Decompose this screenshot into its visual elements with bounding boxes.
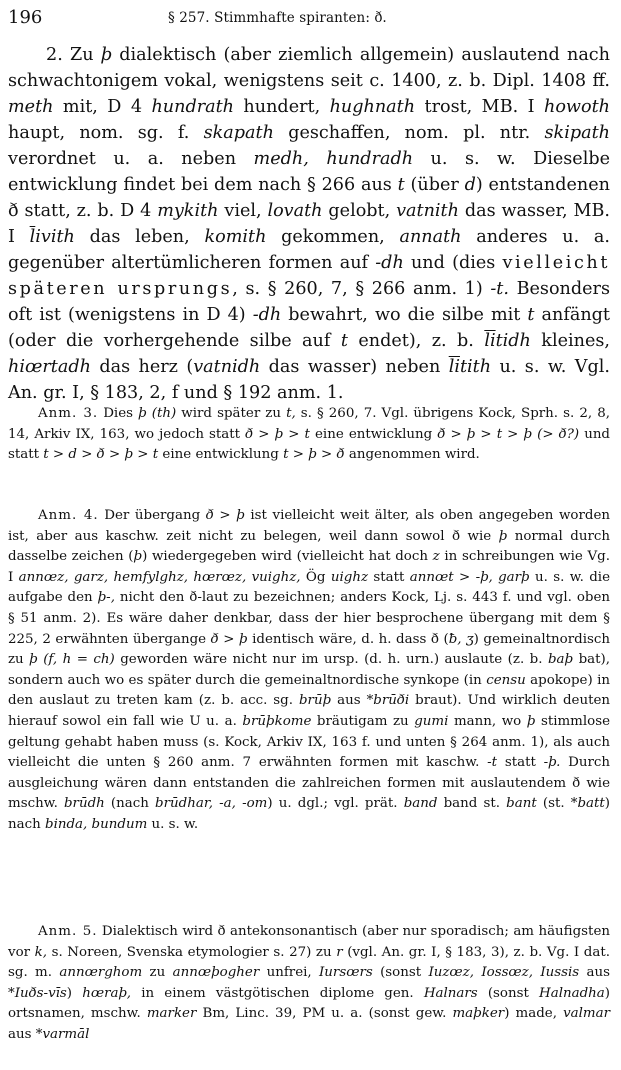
text: bat), sondern auch wo es später durch die gemeinaltnordische synkope (in: [8, 652, 611, 688]
example-word: þ: [100, 45, 113, 65]
example-word: brūþ: [298, 693, 332, 709]
example-word: t: [340, 331, 348, 351]
page-number: 196: [8, 7, 43, 28]
example-word: r: [336, 944, 343, 960]
example-word: -þ.: [543, 755, 561, 771]
text: eine entwicklung: [158, 447, 284, 463]
example-word: marker: [146, 1006, 197, 1022]
text: (sonst: [477, 985, 540, 1001]
text: braut). Und wirklich deuten hierauf sowol ein fall wie U u. a.: [8, 693, 611, 729]
example-word: ð > þ: [210, 631, 248, 647]
text: ist vielleicht weit älter, als oben angegeben worden ist, aber aus kaschw. zeit nicht zu belegen, weil dann sowol ð wie: [8, 508, 611, 544]
text: (vgl. An. gr. I, § 183, 3), z. b. Vg. I dat. sg. m.: [8, 944, 611, 981]
text: Der übergang: [98, 508, 206, 523]
text: statt: [497, 755, 544, 771]
example-word: ð > þ > t > þ (> ð?): [437, 426, 580, 442]
example-word: censu: [486, 672, 526, 688]
note-anm-3: [8, 404, 610, 466]
note-paragraph: [8, 404, 610, 466]
example-word: brūdhar, -a, -om: [155, 796, 268, 812]
text: geworden wäre nicht nur im ursp. (d. h. urn.) auslaute (z. b.: [114, 652, 548, 668]
note-paragraph: [8, 922, 610, 1046]
example-word: hiœrtadh: [8, 357, 91, 377]
text: mit, D 4: [53, 97, 152, 117]
word-rest: tith: [459, 357, 492, 377]
text: (über: [404, 175, 465, 195]
running-head: § 257. Stimmhafte spiranten: ð.: [168, 10, 387, 26]
example-word: Iuzœz, Iossœz, Iussis: [428, 965, 580, 981]
example-word: hœraþ,: [82, 985, 132, 1001]
example-word: -dh: [252, 305, 282, 325]
text: in einem västgötischen diplome gen.: [131, 985, 424, 1001]
text: das leben,: [74, 227, 205, 247]
note-paragraph: [8, 506, 610, 836]
example-word: baþ: [547, 652, 574, 668]
example-word: z: [432, 549, 440, 565]
text: anfängt (oder die vorhergehende silbe auf: [8, 305, 610, 351]
text: u. s. w. Dieselbe entwicklung findet bei dem nach § 266 aus: [8, 149, 610, 195]
text: anderes u. a. gegenüber altertümlicheren formen auf: [8, 227, 610, 273]
overlined-letters: $\overline{li}$: [448, 357, 460, 377]
text: identisch wäre, d. h. dass ð (: [247, 631, 449, 647]
text: wird später zu: [176, 406, 287, 421]
example-word: uighz: [330, 569, 369, 585]
text: u. s. w. die aufgabe den: [8, 569, 611, 606]
text: ): [66, 985, 83, 1001]
text: (sonst: [372, 965, 429, 981]
example-word: ð > þ: [205, 508, 245, 523]
text: ) gemeinaltnordisch zu: [8, 631, 610, 668]
text: viel,: [218, 201, 268, 221]
example-word: howoth: [544, 97, 610, 117]
text: aus: [331, 693, 367, 709]
text: geschaffen, nom. pl. ntr.: [273, 123, 545, 143]
example-word: ƀ, ʒ: [448, 631, 474, 647]
example-word: þ (f, h = ch): [29, 652, 115, 668]
example-word: brūþkome: [242, 713, 312, 729]
example-word: t > d > ð > þ > t: [43, 447, 159, 463]
text: trost, MB. I: [415, 97, 544, 117]
text: kleines,: [530, 331, 610, 351]
text: u. s. w. Vgl. An. gr. I, § 183, 2, f und § 192 anm. 1.: [8, 357, 610, 403]
word-rest: tidh: [495, 331, 531, 351]
example-word: þ: [498, 528, 508, 544]
example-word: valmar: [563, 1006, 610, 1022]
example-word: þ: [133, 549, 143, 565]
example-word: t: [397, 175, 405, 195]
text: s. Noreen, Svenska etymologier s. 27) zu: [47, 944, 337, 960]
note-anm-5: [8, 922, 610, 1046]
text: mann, wo: [448, 713, 527, 729]
example-word: [484, 331, 531, 351]
text: unfrei,: [259, 965, 320, 981]
example-word: komith: [204, 227, 267, 247]
example-word: lovath: [267, 201, 323, 221]
example-word: -dh: [375, 253, 404, 273]
note-label: Anm. 5.: [38, 924, 98, 939]
word-rest: ivith: [35, 227, 75, 247]
example-word: skipath: [544, 123, 611, 143]
text: (st.: [536, 796, 571, 812]
text: ) entstandenen ð statt, z. b. D 4: [8, 175, 610, 221]
text: das wasser) neben: [260, 357, 449, 377]
note-label: Anm. 4.: [38, 508, 99, 523]
example-word: annœt > -þ, garþ: [409, 569, 530, 585]
example-word: [449, 357, 491, 377]
note-label: Anm. 3.: [38, 406, 99, 421]
text: und statt: [8, 426, 611, 463]
text: bräutigam zu: [311, 713, 415, 729]
text: statt: [368, 569, 410, 585]
example-word: band: [403, 796, 438, 812]
example-word: ð > þ > t: [245, 426, 310, 442]
example-word: medh, hundradh: [253, 149, 414, 169]
example-word: annath: [399, 227, 462, 247]
paragraph-2: [8, 42, 610, 406]
text: angenommen wird.: [344, 447, 480, 463]
text: ) u. dgl.; vgl. prät.: [267, 796, 404, 812]
example-word: t,: [286, 406, 296, 421]
text: und (dies: [403, 253, 503, 273]
text: hundert,: [234, 97, 330, 117]
text: stimmlose geltung gehabt haben muss (s. Kock, Arkiv IX, 163 f. und unten § 264 anm. 1), als auch vielleicht die unten § 260 anm. 7 erwähnten formen mit kaschw.: [8, 713, 611, 771]
example-word: k,: [34, 944, 47, 960]
example-word: *brūði: [366, 693, 410, 709]
overlined-letters: $\overline{l}$: [29, 227, 36, 247]
example-word: d: [464, 175, 476, 195]
spaced-text: vielleicht späteren ursprungs: [8, 253, 610, 299]
example-word: mykith: [157, 201, 219, 221]
example-word: brūdh: [63, 796, 105, 812]
example-word: hundrath: [151, 97, 235, 117]
text: eine entwicklung: [309, 426, 438, 442]
example-word: bant: [506, 796, 537, 812]
text: endet), z. b.: [347, 331, 485, 351]
text: Dies: [98, 406, 139, 421]
example-word: hughnath: [329, 97, 416, 117]
text: bewahrt, wo die silbe mit: [281, 305, 528, 325]
text: Besonders oft ist (wenigstens in D 4): [8, 279, 610, 325]
example-word: gumi: [414, 713, 449, 729]
text: gekommen,: [266, 227, 400, 247]
example-word: annœþogher: [172, 965, 260, 981]
note-anm-4: [8, 506, 610, 836]
example-word: annœrghom: [59, 965, 143, 981]
example-word: meth: [8, 97, 54, 117]
example-word: þ: [526, 713, 536, 729]
text: ) ortsnamen, mschw.: [8, 985, 610, 1022]
text: s. § 260, 7. Vgl. übrigens Kock, Sprh. s. 2, 8, 14, Arkiv IX, 163, wo jedoch statt: [8, 406, 610, 442]
example-word: Iursœrs: [319, 965, 373, 981]
example-word: -t: [487, 755, 498, 771]
text: Durch ausgleichung wären dann entstanden die zahlreichen formen mit auslautendem ð wie mschw.: [8, 755, 610, 812]
example-word: t: [527, 305, 535, 325]
example-word: annœz, garz, hemfylghz, hœrœz, vuighz,: [18, 569, 301, 585]
text: nicht den ð-laut zu bezeichnen; anders Kock, Lj. s. 443 f. und vgl. oben § 51 anm. 2). Es wäre daher denkbar, dass der hier besprochene übergang mit dem § 225, 2 erwähnten übergange: [8, 590, 610, 647]
example-word: vatnidh: [193, 357, 261, 377]
example-word: t > þ > ð: [283, 447, 345, 463]
text: normal durch dasselbe zeichen (: [8, 528, 611, 565]
example-word: -t.: [490, 279, 509, 299]
example-word: *Iuðs-vīs: [8, 985, 67, 1001]
overlined-letters: $\overline{li}$: [484, 331, 496, 351]
text: aus: [579, 965, 610, 981]
text: in schreibungen wie Vg. I: [8, 549, 610, 585]
text: , s. § 260, 7, § 266 anm. 1): [232, 279, 491, 299]
text: (nach: [104, 796, 156, 812]
text: das wasser, MB. I: [8, 201, 610, 247]
example-word: maþker: [452, 1006, 505, 1022]
example-word: skapath: [203, 123, 274, 143]
text: band st.: [437, 796, 507, 812]
text: 2. Zu: [46, 45, 101, 65]
text: ) made,: [504, 1006, 564, 1022]
example-word: binda, bundum: [45, 816, 148, 832]
text: ) wiedergegeben wird (vielleicht hat doch: [142, 549, 433, 565]
example-word: þ-,: [97, 590, 115, 606]
text: haupt, nom. sg. f.: [8, 123, 204, 143]
example-word: þ (th): [138, 406, 177, 421]
text: Dialektisch wird ð antekonsonantisch (aber nur sporadisch; am häufigsten vor: [8, 924, 610, 960]
example-word: Halnars: [423, 985, 478, 1001]
example-word: *varmāl: [35, 1026, 90, 1042]
text: das herz (: [90, 357, 194, 377]
main-paragraph: [8, 42, 610, 406]
text: u. s. w.: [147, 816, 199, 832]
example-word: [30, 227, 75, 247]
example-word: *batt: [570, 796, 605, 812]
example-word: vatnith: [396, 201, 459, 221]
text: ) nach: [8, 796, 611, 832]
text: zu: [142, 965, 173, 981]
text: Ög: [300, 569, 331, 585]
text: aus: [8, 1026, 36, 1042]
text: gelobt,: [322, 201, 397, 221]
text: dialektisch (aber ziemlich allgemein) auslautend nach schwachtonigem vokal, wenigstens seit c. 1400, z. b. Dipl. 1408 ff.: [8, 45, 610, 91]
page-header: [8, 6, 613, 30]
example-word: Halnadha: [539, 985, 605, 1001]
text: apokope) in den auslaut zu treten kam (z. b. acc. sg.: [8, 672, 610, 709]
text: Bm, Linc. 39, PM u. a. (sonst gew.: [196, 1006, 453, 1022]
text: verordnet u. a. neben: [8, 149, 254, 169]
